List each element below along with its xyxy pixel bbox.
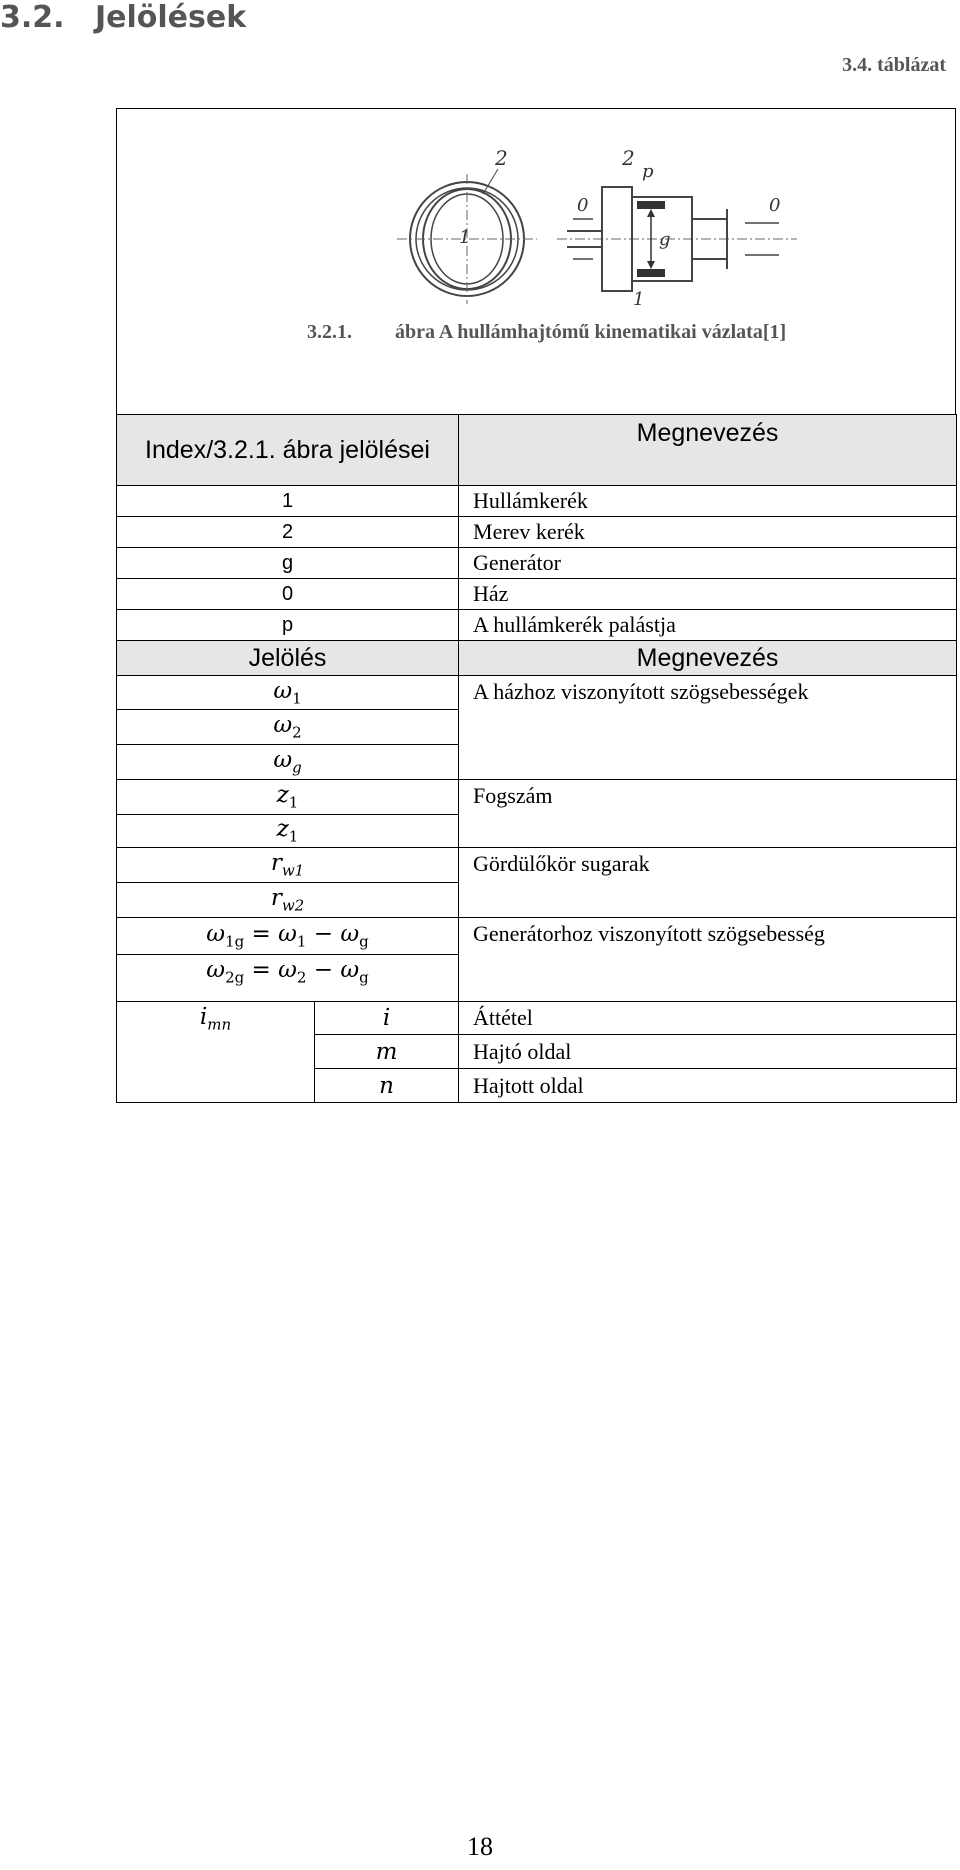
name-cell: Hajtó oldal: [459, 1035, 957, 1069]
table-row: [117, 676, 957, 710]
table-row: [117, 486, 957, 517]
name-cell: A hullámkerék palástja: [459, 610, 957, 641]
table-row: [117, 517, 957, 548]
fig-label-p: p: [642, 161, 654, 182]
name-cell: A házhoz viszonyított szögsebességek: [459, 676, 957, 780]
fig-label-2a: 2: [495, 146, 508, 170]
caption-number: 3.2.1.: [307, 321, 352, 343]
index-cell: p: [117, 610, 459, 641]
name-cell: Gördülőkör sugarak: [459, 848, 957, 918]
equation-omega-1g: $\omega_{1g} = \omega_1 - \omega_g$: [117, 918, 459, 955]
page-number: 18: [467, 1832, 493, 1861]
tooth-top: [637, 201, 665, 209]
fig-label-1b: 1: [633, 289, 645, 309]
table-row: [117, 548, 957, 579]
symbol-r-w2: $r_{w2}$: [117, 883, 459, 918]
symbol-n: n: [315, 1069, 459, 1103]
index-cell: 2: [117, 517, 459, 548]
name-cell: Hajtott oldal: [459, 1069, 957, 1103]
symbol-r-w1: $r_{w1}$: [117, 848, 459, 883]
name-cell: Merev kerék: [459, 517, 957, 548]
figure-box: [116, 108, 956, 415]
fig-label-0a: 0: [577, 195, 589, 216]
table-row: [117, 848, 957, 883]
header-index: Index/3.2.1. ábra jelölései: [117, 415, 459, 486]
name-cell: Generátorhoz viszonyított szögsebesség: [459, 918, 957, 1002]
table-header-row: [117, 641, 957, 676]
name-cell: Hullámkerék: [459, 486, 957, 517]
table-row: [117, 918, 957, 955]
header-symbol: Jelölés: [117, 641, 459, 676]
caption-text: ábra A hullámhajtómű kinematikai vázlata[1]: [395, 321, 787, 343]
table-row: [117, 1002, 957, 1035]
table-header-row: [117, 415, 957, 486]
name-cell: Fogszám: [459, 780, 957, 848]
arrow-head-up: [647, 209, 655, 217]
symbol-i-mn: $i_{mn}$: [117, 1002, 315, 1103]
table-number: 3.4. táblázat: [842, 54, 946, 76]
fig-label-g: g: [659, 229, 671, 250]
arrow-head-down: [647, 261, 655, 269]
section-heading: [0, 0, 246, 35]
table-row: [117, 780, 957, 815]
index-cell: 0: [117, 579, 459, 610]
name-cell: Generátor: [459, 548, 957, 579]
symbol-omega-2: $\omega_2$: [117, 710, 459, 745]
fig-label-0b: 0: [769, 195, 781, 216]
table-row: [117, 610, 957, 641]
symbol-z-1: $z_1$: [117, 780, 459, 815]
tooth-bottom: [637, 269, 665, 277]
symbol-omega-g: $\omega_g$: [117, 745, 459, 780]
fig-label-2b: 2: [622, 146, 635, 170]
symbol-m: m: [315, 1035, 459, 1069]
name-cell: Ház: [459, 579, 957, 610]
index-cell: 1: [117, 486, 459, 517]
symbol-i: i: [315, 1002, 459, 1035]
symbol-z-1b: $z_1$: [117, 815, 459, 848]
table-row: [117, 579, 957, 610]
index-cell: g: [117, 548, 459, 579]
name-cell: Áttétel: [459, 1002, 957, 1035]
figure-caption: [307, 321, 786, 344]
header-name: Megnevezés: [459, 641, 957, 676]
section-number: 3.2.: [0, 0, 65, 35]
section-title: Jelölések: [95, 0, 247, 35]
equation-omega-2g: $\omega_{2g} = \omega_2 - \omega_g$: [117, 955, 459, 1002]
header-name: Megnevezés: [459, 415, 957, 486]
kinematic-sketch-figure: [397, 139, 817, 309]
symbol-omega-1: $\omega_1$: [117, 676, 459, 710]
fig-label-1a: 1: [459, 227, 471, 248]
notation-table: [116, 414, 957, 1103]
